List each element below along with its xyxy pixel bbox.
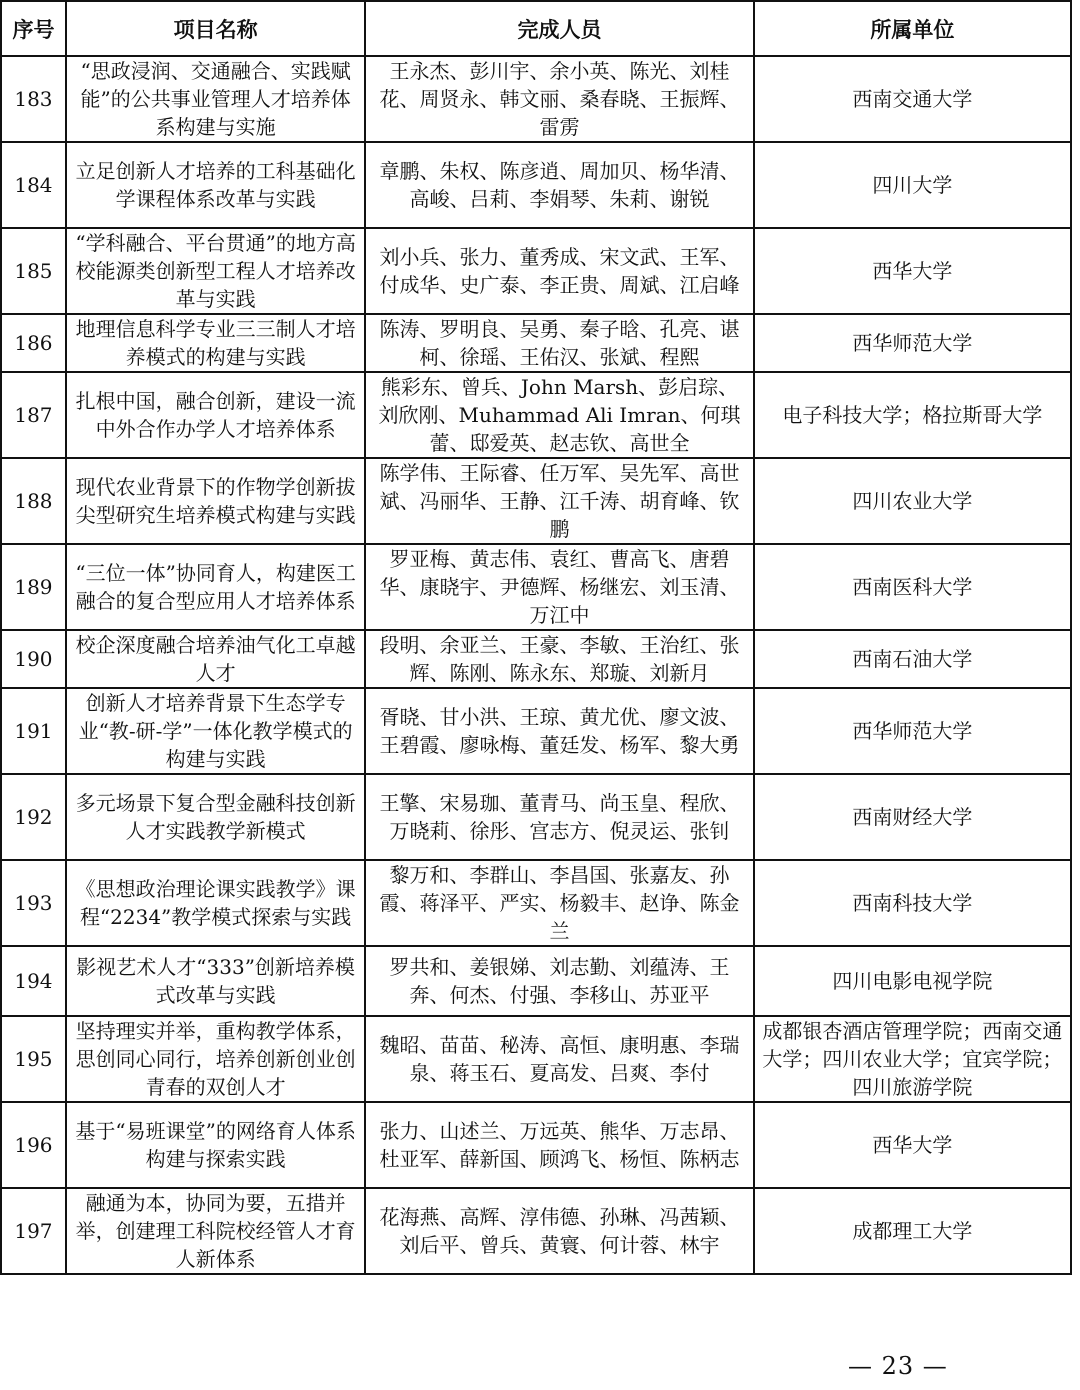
row-index: 183 [1,56,66,142]
table-row [1,228,1071,314]
row-project-name: 地理信息科学专业三三制人才培养模式的构建与实践 [66,314,365,372]
row-index: 194 [1,946,66,1016]
row-members: 刘小兵、张力、董秀成、宋文武、王军、付成华、史广泰、李正贵、周斌、江启峰 [365,228,753,314]
row-index: 197 [1,1188,66,1274]
row-project-name: 扎根中国，融合创新，建设一流中外合作办学人才培养体系 [66,372,365,458]
table-row [1,1102,1071,1188]
row-project-name: “思政浸润、交通融合、实践赋能”的公共事业管理人才培养体系构建与实施 [66,56,365,142]
row-project-name: 立足创新人才培养的工科基础化学课程体系改革与实践 [66,142,365,228]
table-row [1,142,1071,228]
header-members: 完成人员 [365,1,753,56]
row-index: 196 [1,1102,66,1188]
table-row [1,544,1071,630]
row-project-name: 影视艺术人才“333”创新培养模式改革与实践 [66,946,365,1016]
table-row [1,372,1071,458]
page-number: — 23 — [848,1352,948,1380]
table-row [1,774,1071,860]
row-index: 187 [1,372,66,458]
row-unit: 西南财经大学 [754,774,1071,860]
row-index: 186 [1,314,66,372]
row-project-name: 基于“易班课堂”的网络育人体系构建与探索实践 [66,1102,365,1188]
row-unit: 西南交通大学 [754,56,1071,142]
table-header [1,1,1071,56]
row-unit: 西华大学 [754,1102,1071,1188]
row-unit: 西华师范大学 [754,688,1071,774]
row-project-name: 多元场景下复合型金融科技创新人才实践教学新模式 [66,774,365,860]
row-members: 魏昭、苗苗、秘涛、高恒、康明惠、李瑞泉、蒋玉石、夏高发、吕爽、李付 [365,1016,753,1102]
row-unit: 成都理工大学 [754,1188,1071,1274]
table-row [1,1016,1071,1102]
row-members: 罗亚梅、黄志伟、袁红、曹高飞、唐碧华、康晓宇、尹德辉、杨继宏、刘玉清、万江中 [365,544,753,630]
row-project-name: 《思想政治理论课实践教学》课程“2234”教学模式探索与实践 [66,860,365,946]
row-unit: 西华大学 [754,228,1071,314]
row-members: 黎万和、李群山、李昌国、张嘉友、孙霞、蒋泽平、严实、杨毅丰、赵诤、陈金兰 [365,860,753,946]
row-index: 189 [1,544,66,630]
row-members: 熊彩东、曾兵、John Marsh、彭启琮、刘欣刚、Muhammad Ali Imran、何琪蕾、邸爱英、赵志钦、高世全 [365,372,753,458]
row-unit: 四川大学 [754,142,1071,228]
table-body [1,56,1071,1274]
row-index: 188 [1,458,66,544]
row-unit: 西南石油大学 [754,630,1071,688]
header-unit: 所属单位 [754,1,1071,56]
row-index: 195 [1,1016,66,1102]
row-members: 陈涛、罗明良、吴勇、秦子晗、孔亮、谌柯、徐瑶、王佑汉、张斌、程熙 [365,314,753,372]
row-unit: 四川电影电视学院 [754,946,1071,1016]
row-members: 章鹏、朱权、陈彦逍、周加贝、杨华清、高峻、吕莉、李娟琴、朱莉、谢锐 [365,142,753,228]
table-row [1,688,1071,774]
row-members: 张力、山述兰、万远英、熊华、万志昂、杜亚军、薛新国、顾鸿飞、杨恒、陈柄志 [365,1102,753,1188]
header-index: 序号 [1,1,66,56]
row-index: 185 [1,228,66,314]
row-project-name: 现代农业背景下的作物学创新拔尖型研究生培养模式构建与实践 [66,458,365,544]
row-unit: 西南医科大学 [754,544,1071,630]
row-index: 193 [1,860,66,946]
row-project-name: “学科融合、平台贯通”的地方高校能源类创新型工程人才培养改革与实践 [66,228,365,314]
row-index: 191 [1,688,66,774]
row-index: 184 [1,142,66,228]
table-row [1,56,1071,142]
row-project-name: 坚持理实并举，重构教学体系，思创同心同行，培养创新创业创青春的双创人才 [66,1016,365,1102]
row-members: 胥晓、甘小洪、王琼、黄尤优、廖文波、王碧霞、廖咏梅、董廷发、杨军、黎大勇 [365,688,753,774]
row-members: 陈学伟、王际睿、任万军、吴先军、高世斌、冯丽华、王静、江千涛、胡育峰、钦鹏 [365,458,753,544]
row-index: 192 [1,774,66,860]
table-row [1,946,1071,1016]
header-row [1,1,1071,56]
table-row [1,314,1071,372]
row-unit: 成都银杏酒店管理学院；西南交通大学；四川农业大学；宜宾学院；四川旅游学院 [754,1016,1071,1102]
row-unit: 四川农业大学 [754,458,1071,544]
row-project-name: 校企深度融合培养油气化工卓越人才 [66,630,365,688]
table-row [1,1188,1071,1274]
row-members: 罗共和、姜银娣、刘志勤、刘蕴涛、王奔、何杰、付强、李移山、苏亚平 [365,946,753,1016]
row-project-name: 融通为本，协同为要，五措并举，创建理工科院校经管人才育人新体系 [66,1188,365,1274]
table-row [1,860,1071,946]
header-project-name: 项目名称 [66,1,365,56]
table-row [1,630,1071,688]
row-members: 王擎、宋易珈、董青马、尚玉皇、程欣、万晓莉、徐彤、宫志方、倪灵运、张钊 [365,774,753,860]
row-unit: 电子科技大学；格拉斯哥大学 [754,372,1071,458]
row-project-name: 创新人才培养背景下生态学专业“教-研-学”一体化教学模式的构建与实践 [66,688,365,774]
row-index: 190 [1,630,66,688]
row-unit: 西华师范大学 [754,314,1071,372]
row-members: 王永杰、彭川宇、余小英、陈光、刘桂花、周贤永、韩文丽、桑春晓、王振辉、雷雳 [365,56,753,142]
table-row [1,458,1071,544]
row-unit: 西南科技大学 [754,860,1071,946]
row-members: 段明、余亚兰、王豪、李敏、王治红、张辉、陈刚、陈永东、郑璇、刘新月 [365,630,753,688]
row-project-name: “三位一体”协同育人，构建医工融合的复合型应用人才培养体系 [66,544,365,630]
row-members: 花海燕、高辉、淳伟德、孙琳、冯茜颖、刘后平、曾兵、黄寰、何计蓉、林宇 [365,1188,753,1274]
